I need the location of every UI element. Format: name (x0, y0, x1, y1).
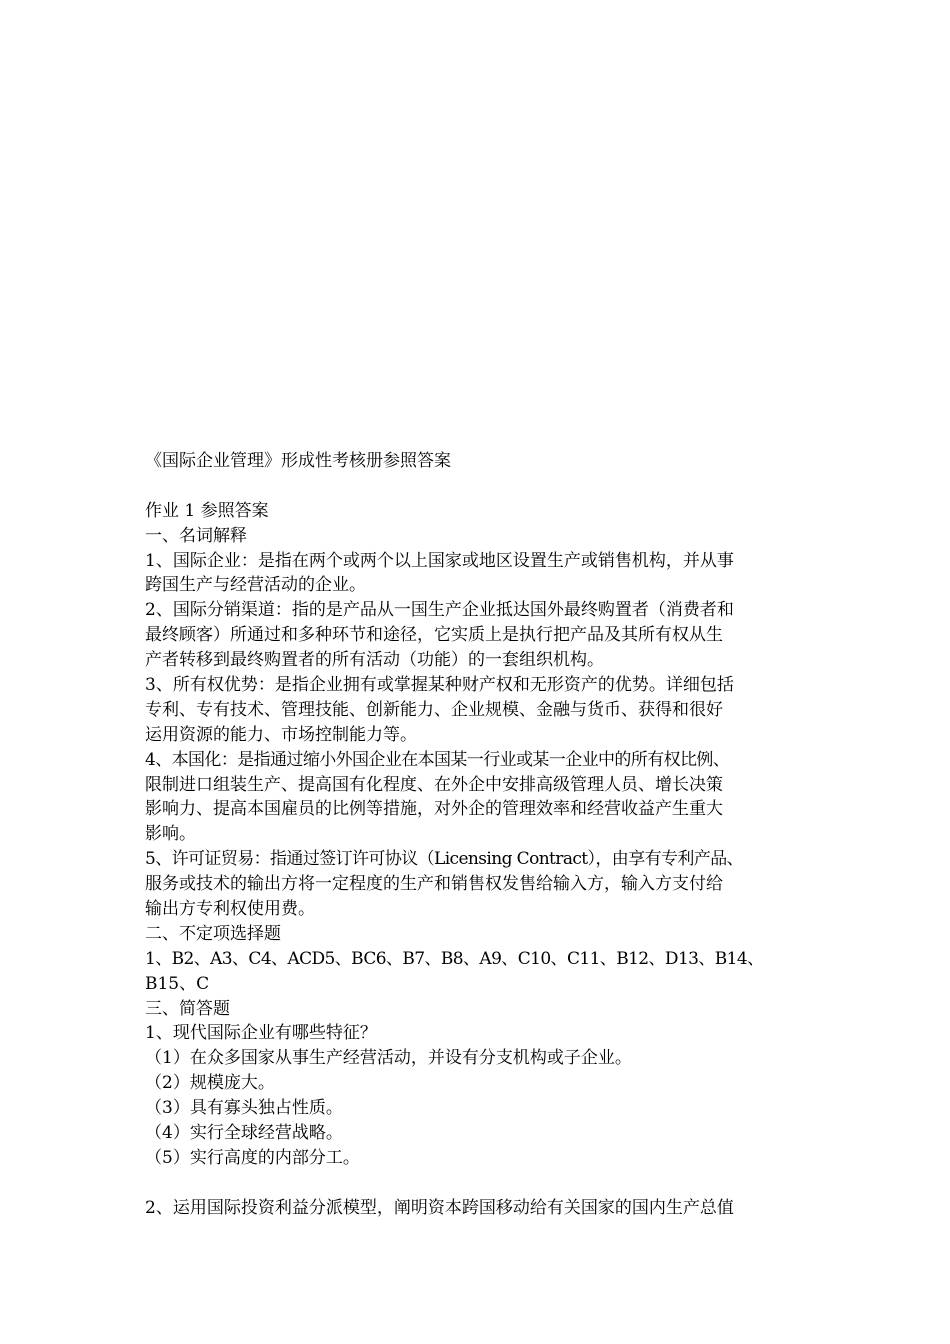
paragraph-line: 影响力、提高本国雇员的比例等措施，对外企的管理效率和经营收益产生重大 (145, 799, 723, 820)
definition-item-3 (145, 673, 810, 748)
section-heading-short-answer: 三、简答题 (145, 998, 230, 1019)
paragraph-line: 1、国际企业：是指在两个或两个以上国家或地区设置生产或销售机构，并从事 (145, 550, 734, 571)
definition-item-1 (145, 549, 810, 599)
answer-point: （1）在众多国家从事生产经营活动，并设有分支机构或子企业。 (145, 1048, 632, 1069)
paragraph-line: 专利、专有技术、管理技能、创新能力、企业规模、金融与货币、获得和很好 (145, 699, 723, 720)
definition-item-5 (145, 847, 810, 922)
document-title: 《国际企业管理》形成性考核册参照答案 (145, 451, 451, 471)
answer-point: （4）实行全球经营战略。 (145, 1123, 343, 1144)
paragraph-line: 服务或技术的输出方将一定程度的生产和销售权发售给输入方，输入方支付给 (145, 874, 723, 895)
answer-point: （5）实行高度的内部分工。 (145, 1147, 360, 1168)
document-body (145, 449, 810, 1221)
blank-line (145, 1171, 810, 1196)
assignment-heading: 作业 1 参照答案 (145, 500, 269, 521)
question-1: 1、现代国际企业有哪些特征？ (145, 1023, 377, 1044)
paragraph-line: 输出方专利权使用费。 (145, 899, 315, 920)
paragraph-line: 产者转移到最终购置者的所有活动（功能）的一套组织机构。 (145, 650, 604, 671)
choice-answers-line: B15、C (145, 973, 210, 994)
paragraph-line: 影响。 (145, 824, 196, 845)
blank-line (145, 474, 810, 499)
section-heading-choice: 二、不定项选择题 (145, 923, 281, 944)
paragraph-line: 5、许可证贸易：指通过签订许可协议（Licensing Contract），由享有专利产品、 (145, 849, 744, 870)
paragraph-line: 4、本国化：是指通过缩小外国企业在本国某一行业或某一企业中的所有权比例、 (145, 749, 730, 770)
paragraph-line: 2、国际分销渠道：指的是产品从一国生产企业抵达国外最终购置者（消费者和 (145, 600, 734, 621)
paragraph-line: 跨国生产与经营活动的企业。 (145, 575, 366, 596)
paragraph-line: 限制进口组装生产、提高国有化程度、在外企中安排高级管理人员、增长决策 (145, 774, 723, 795)
definition-item-4 (145, 748, 810, 848)
choice-answers-line: 1、B2、A3、C4、ACD5、BC6、B7、B8、A9、C10、C11、B12、D13、B14、 (145, 948, 764, 969)
paragraph-line: 运用资源的能力、市场控制能力等。 (145, 724, 417, 745)
section-heading-definitions: 一、名词解释 (145, 525, 247, 546)
paragraph-line: 最终顾客）所通过和多种环节和途径，它实质上是执行把产品及其所有权从生 (145, 625, 723, 646)
answer-point: （3）具有寡头独占性质。 (145, 1098, 343, 1119)
definition-item-2 (145, 598, 810, 673)
paragraph-line: 3、所有权优势：是指企业拥有或掌握某种财产权和无形资产的优势。详细包括 (145, 675, 734, 696)
question-2: 2、运用国际投资利益分派模型，阐明资本跨国移动给有关国家的国内生产总值 (145, 1197, 734, 1218)
answer-point: （2）规模庞大。 (145, 1073, 275, 1094)
